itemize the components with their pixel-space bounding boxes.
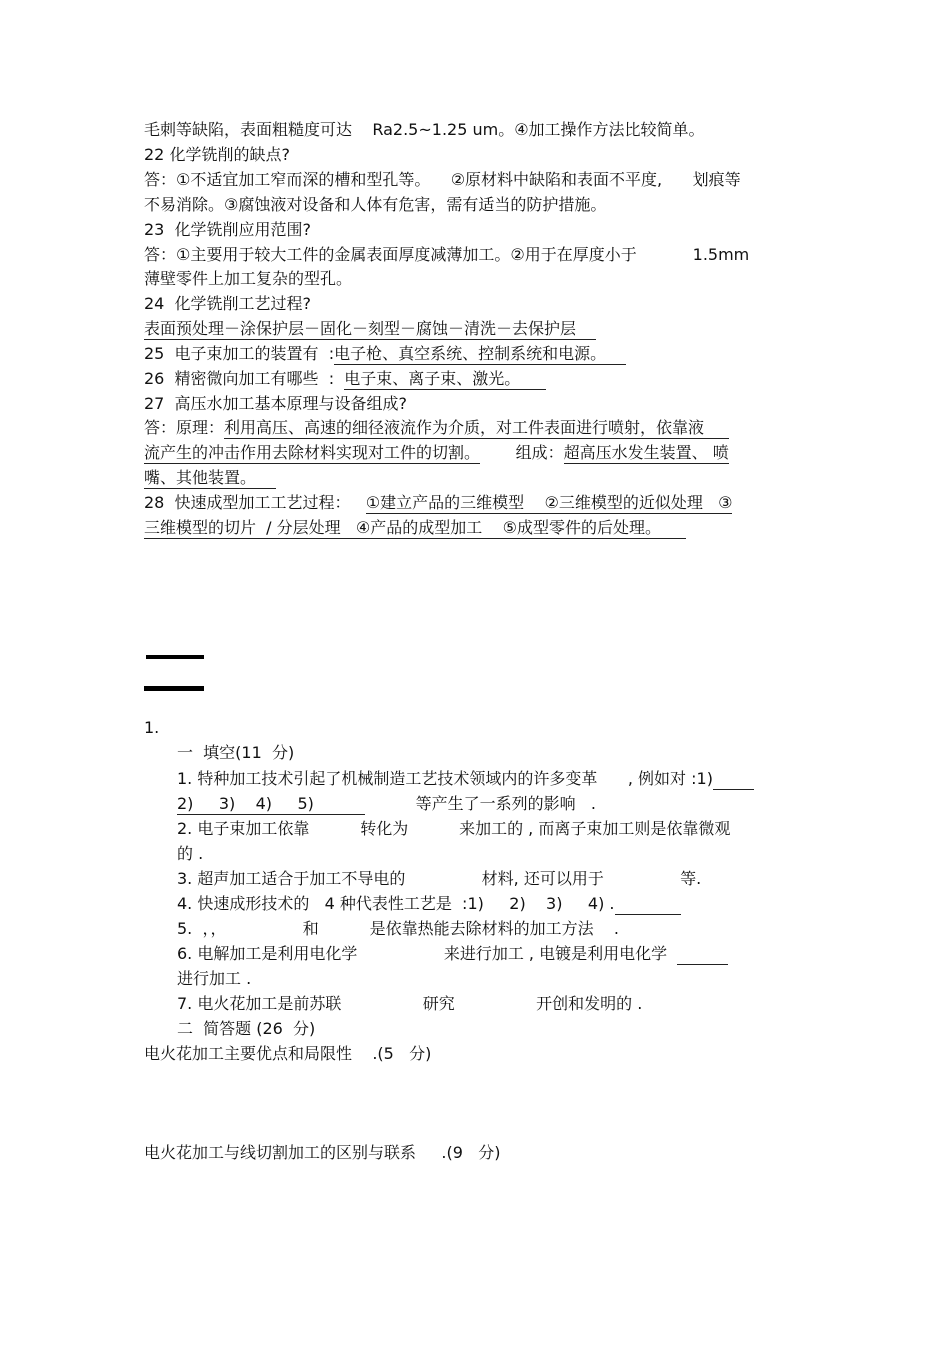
heading-bar-top — [146, 655, 204, 659]
fill-6-line2: 进行加工 . — [177, 969, 252, 988]
fill-4-text: 4. 快速成形技术的 4 种代表性工艺是 :1) 2) 3) 4) . — [177, 894, 615, 913]
answer-28-text: 三维模型的切片 / 分层处理 ④产品的成型加工 ⑤成型零件的后处理。 — [144, 518, 661, 537]
fill-5: 5. ，， 和 是依靠热能去除材料的加工方法 . — [177, 919, 620, 938]
fill-1-line2 — [177, 793, 596, 815]
section-number: 1. — [144, 718, 160, 737]
fill-1-blanks: 2) 3) 4) 5) — [177, 794, 314, 813]
answer-28-line2 — [144, 517, 686, 539]
fill-6-line1 — [177, 943, 728, 965]
answer-27-line1 — [144, 417, 729, 439]
question-25 — [144, 343, 626, 365]
part2-heading: 二 简答题 (26 分) — [177, 1019, 316, 1038]
answer-25: 电子枪、真空系统、控制系统和电源。 — [334, 344, 607, 363]
answer-27-line3 — [144, 467, 276, 489]
fill-4 — [177, 893, 681, 915]
answer-22-line1: 答：①不适宜加工窄而深的槽和型孔等。 ②原材料中缺陷和表面不平度, 划痕等 — [144, 170, 741, 189]
fill-2-line1: 2. 电子束加工依靠 转化为 来加工的 , 而离子束加工则是依靠微观 — [177, 819, 731, 838]
question-28 — [144, 492, 732, 514]
fill-1-line1 — [177, 768, 754, 790]
answer-27-line2 — [144, 442, 729, 464]
fill-6-text: 6. 电解加工是利用电化学 来进行加工 , 电镀是利用电化学 — [177, 944, 668, 963]
answer-27-components-cont: 嘴、其他装置。 — [144, 468, 257, 487]
fill-1-text: 1. 特种加工技术引起了机械制造工艺技术领域内的许多变革 , 例如对 :1) — [177, 769, 713, 788]
heading-bar-bottom — [144, 686, 204, 691]
short-answer-2: 电火花加工与线切割加工的区别与联系 .(9 分) — [144, 1143, 501, 1162]
answer-26: 电子束、离子束、激光。 — [344, 369, 521, 388]
question-27: 27 高压水加工基本原理与设备组成? — [144, 394, 408, 413]
answer-27-principle-cont: 流产生的冲击作用去除材料实现对工件的切割。 — [144, 443, 481, 462]
answer-27-prefix: 答：原理： — [144, 418, 225, 437]
question-26-text: 26 精密微向加工有哪些 : — [144, 369, 345, 388]
question-25-text: 25 电子束加工的装置有 : — [144, 344, 335, 363]
question-22: 22 化学铣削的缺点? — [144, 145, 290, 164]
answer-23-line1: 答：①主要用于较大工件的金属表面厚度减薄加工。②用于在厚度小于 1.5mm — [144, 245, 750, 264]
answer-24 — [144, 318, 596, 340]
fill-1-tail: 等产生了一系列的影响 . — [364, 794, 596, 813]
fill-7: 7. 电火花加工是前苏联 研究 开创和发明的 . — [177, 994, 643, 1013]
short-answer-1: 电火花加工主要优点和局限性 .(5 分) — [144, 1044, 432, 1063]
text-line: 毛刺等缺陷，表面粗糙度可达 Ra2.5~1.25 um。④加工操作方法比较简单。 — [144, 120, 705, 139]
fill-3: 3. 超声加工适合于加工不导电的 材料, 还可以用于 等. — [177, 869, 702, 888]
answer-28-line1: ①建立产品的三维模型 ②三维模型的近似处理 ③ — [365, 493, 733, 512]
answer-22-line2: 不易消除。③腐蚀液对设备和人体有危害，需有适当的防护措施。 — [144, 195, 607, 214]
answer-27-components: 超高压水发生装置、 喷 — [563, 443, 729, 462]
answer-27-principle: 利用高压、高速的细径液流作为介质，对工件表面进行喷射，依靠液 — [224, 418, 705, 437]
question-28-text: 28 快速成型加工工艺过程： — [144, 493, 366, 512]
question-26 — [144, 368, 546, 390]
answer-23-line2: 薄壁零件上加工复杂的型孔。 — [144, 269, 353, 288]
question-24: 24 化学铣削工艺过程? — [144, 294, 312, 313]
answer-27-components-label: 组成： — [480, 443, 564, 462]
answer-24-text: 表面预处理－涂保护层－固化－刻型－腐蚀－清洗－去保护层 — [144, 319, 577, 338]
fill-2-line2: 的 . — [177, 844, 204, 863]
part1-heading: 一 填空(11 分) — [177, 743, 295, 762]
question-23: 23 化学铣削应用范围? — [144, 220, 312, 239]
